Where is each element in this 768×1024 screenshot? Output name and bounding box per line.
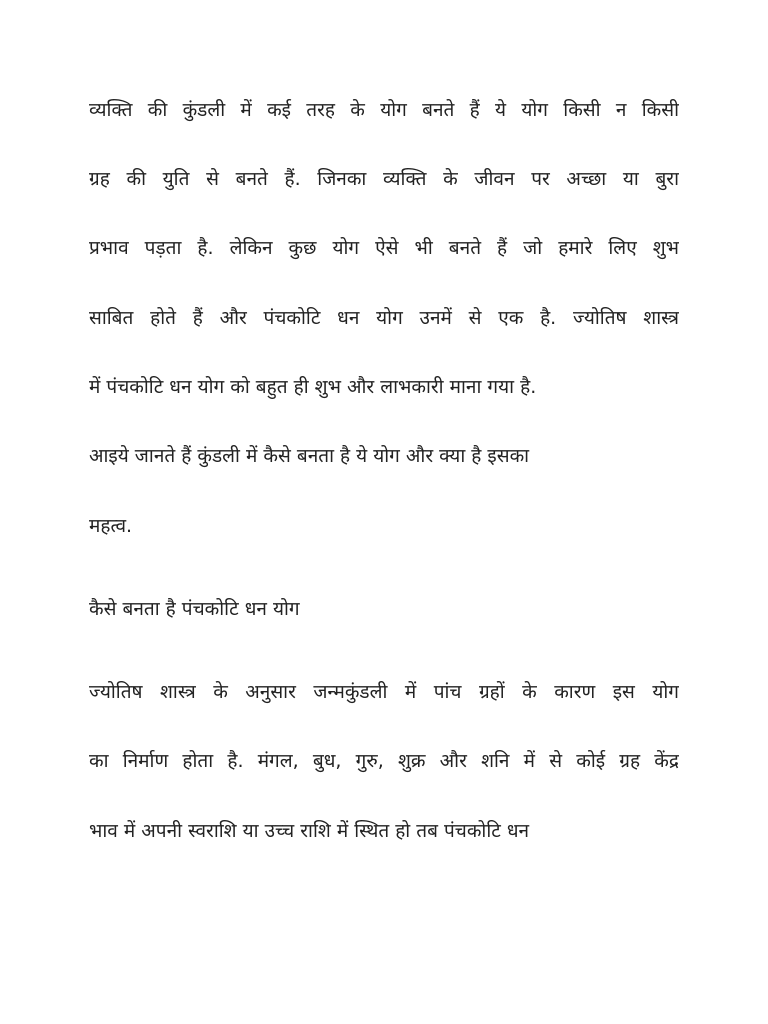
section-heading: कैसे बनता है पंचकोटि धन योग <box>89 598 300 620</box>
paragraph-line: में पंचकोटि धन योग को बहुत ही शुभ और लाभकारी माना गया है. <box>89 376 537 398</box>
paragraph-line: ज्योतिष शास्त्र के अनुसार जन्मकुंडली में पांच ग्रहों के कारण इस योग <box>89 681 679 703</box>
paragraph-line: भाव में अपनी स्वराशि या उच्च राशि में स्थित हो तब पंचकोटि धन <box>89 820 530 842</box>
paragraph-line: ग्रह की युति से बनते हैं. जिनका व्यक्ति के जीवन पर अच्छा या बुरा <box>89 168 679 190</box>
paragraph-line: आइये जानते हैं कुंडली में कैसे बनता है ये योग और क्या है इसका <box>89 445 530 467</box>
paragraph-line: प्रभाव पड़ता है. लेकिन कुछ योग ऐसे भी बनते हैं जो हमारे लिए शुभ <box>89 237 679 259</box>
paragraph-line: साबित होते हैं और पंचकोटि धन योग उनमें से एक है. ज्योतिष शास्त्र <box>89 307 679 329</box>
paragraph-line: महत्व. <box>89 515 133 537</box>
paragraph-line: का निर्माण होता है. मंगल, बुध, गुरु, शुक्र और शनि में से कोई ग्रह केंद्र <box>89 750 679 772</box>
paragraph-line: व्यक्ति की कुंडली में कई तरह के योग बनते हैं ये योग किसी न किसी <box>89 99 679 121</box>
